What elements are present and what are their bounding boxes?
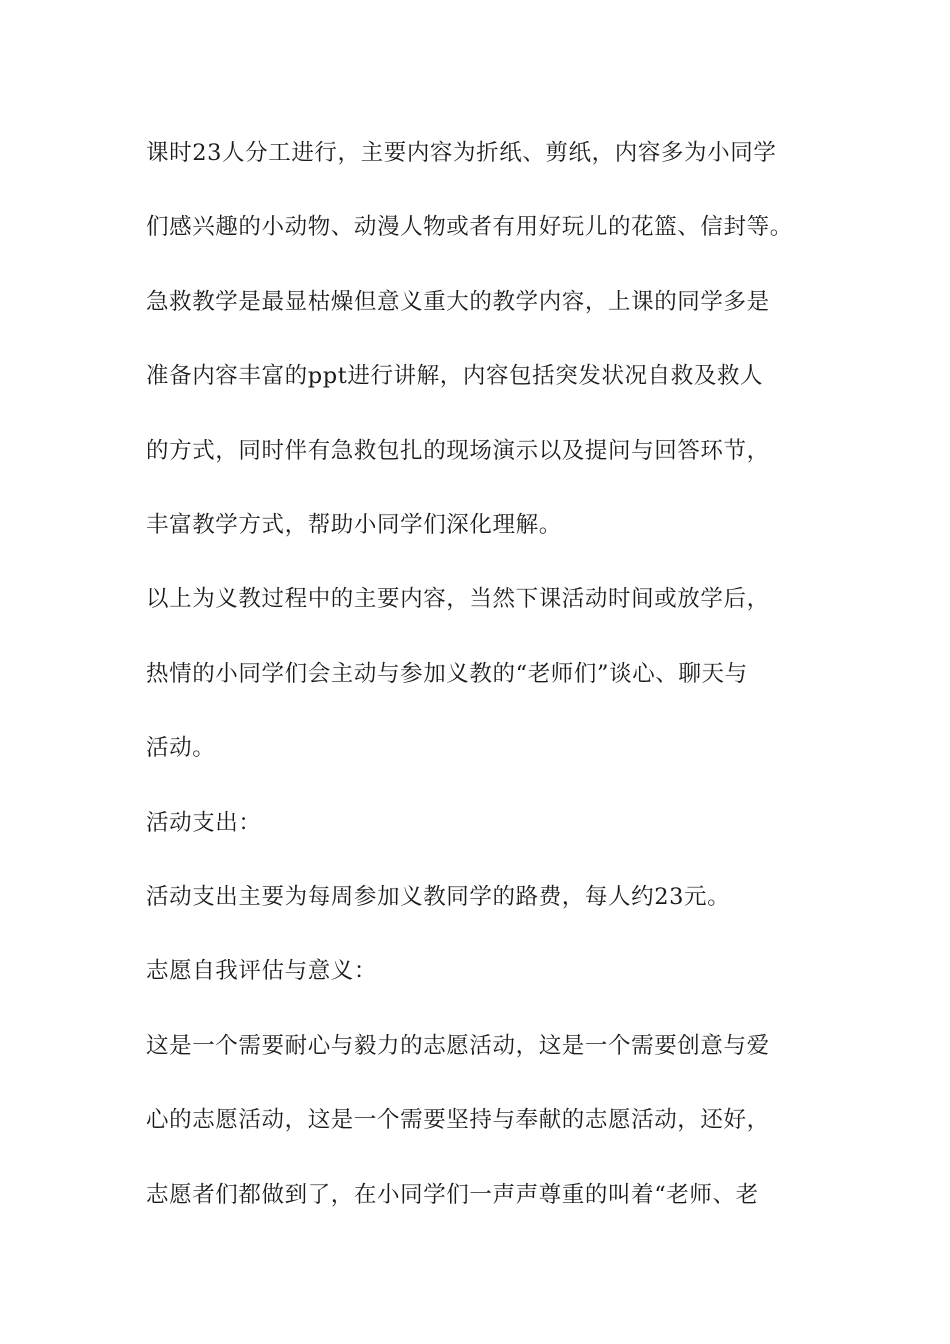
text-line-1: 课时23人分工进行，主要内容为折纸、剪纸，内容多为小同学 bbox=[146, 140, 777, 166]
text-line-9: 活动。 bbox=[146, 735, 216, 761]
text-line-6: 丰富教学方式，帮助小同学们深化理解。 bbox=[146, 512, 562, 538]
text-line-13: 这是一个需要耐心与毅力的志愿活动，这是一个需要创意与爱 bbox=[146, 1033, 770, 1059]
text-line-14: 心的志愿活动，这是一个需要坚持与奉献的志愿活动，还好， bbox=[146, 1107, 770, 1133]
text-line-8: 热情的小同学们会主动与参加义教的“老师们”谈心、聊天与 bbox=[146, 661, 748, 687]
text-line-15: 志愿者们都做到了，在小同学们一声声尊重的叫着“老师、老 bbox=[146, 1182, 759, 1208]
text-line-11: 活动支出主要为每周参加义教同学的路费，每人约23元。 bbox=[146, 884, 731, 910]
text-line-2: 们感兴趣的小动物、动漫人物或者有用好玩儿的花篮、信封等。 bbox=[146, 214, 793, 240]
text-line-4: 准备内容丰富的ppt进行讲解，内容包括突发状况自救及救人 bbox=[146, 363, 764, 389]
section-heading-expenses: 活动支出： bbox=[146, 810, 262, 836]
text-line-3: 急救教学是最显枯燥但意义重大的教学内容，上课的同学多是 bbox=[146, 289, 770, 315]
section-heading-evaluation: 志愿自我评估与意义： bbox=[146, 958, 378, 984]
text-line-7: 以上为义教过程中的主要内容，当然下课活动时间或放学后， bbox=[146, 586, 770, 612]
text-line-5: 的方式，同时伴有急救包扎的现场演示以及提问与回答环节， bbox=[146, 438, 770, 464]
